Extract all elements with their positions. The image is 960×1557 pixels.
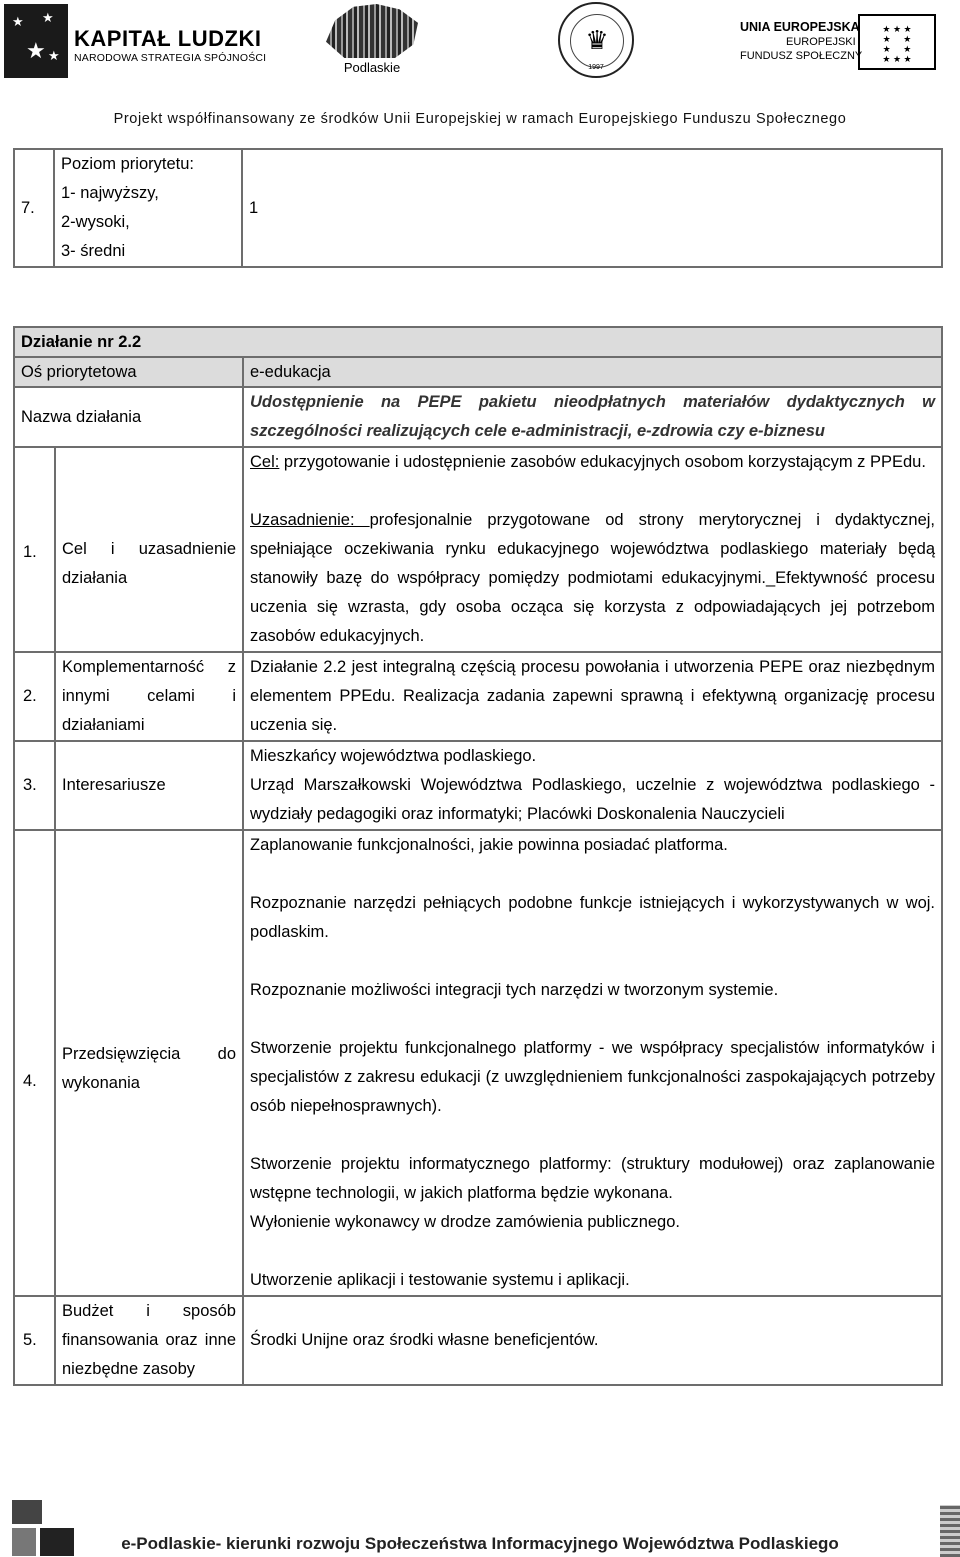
table-row <box>14 447 942 652</box>
row-label-4: Przedsięwzięcia do wykonania <box>55 830 243 1296</box>
list-item: Rozpoznanie możliwości integracji tych narzędzi w tworzonym systemie. <box>250 981 779 999</box>
podlaskie-label: Podlaskie <box>343 60 401 75</box>
podlaskie-logo <box>318 4 426 76</box>
row-label-5: Budżet i sposób finansowania oraz inne niezbędne zasoby <box>55 1296 243 1385</box>
kapital-ludzki-logo <box>4 4 267 78</box>
row-number-3: 3. <box>14 741 55 830</box>
row-number-2: 2. <box>14 652 55 741</box>
row-number-5: 5. <box>14 1296 55 1385</box>
project-cofinancing-line: Projekt współfinansowany ze środków Unii Europejskiej w ramach Europejskiego Funduszu Społecznego <box>113 111 847 127</box>
footer-title: e-Podlaskie- kierunki rozwoju Społeczeństwa Informacyjnego Województwa Podlaskiego <box>121 1534 839 1553</box>
kapital-ludzki-subtitle: NARODOWA STRATEGIA SPÓJNOŚCI <box>74 52 267 64</box>
eu-line-1: UNIA EUROPEJSKA <box>740 20 860 34</box>
row-number-1: 1. <box>14 447 55 652</box>
eagle-icon: ♛ <box>585 25 609 55</box>
row-content-3: Mieszkańcy województwa podlaskiego. Urząd Marszałkowski Województwa Podlaskiego, uczelnie z województwa podlaskiego - wydziały pedagogiki oraz informatyki; Placówki Doskonalenia Nauczycieli <box>243 741 942 830</box>
table-row <box>14 149 942 267</box>
list-item: Rozpoznanie narzędzi pełniących podobne funkcje istniejących i wykorzystywanych w woj. podlaskim. <box>250 894 935 941</box>
action-table <box>13 326 943 1386</box>
seal-year: 1997 <box>588 64 604 71</box>
list-item: Utworzenie aplikacji i testowanie systemu i aplikacji. <box>250 1271 630 1289</box>
table-row <box>14 741 942 830</box>
priority-value: 1 <box>242 149 942 267</box>
row-content-1 <box>243 447 942 652</box>
list-item: Stworzenie projektu informatycznego platformy: (struktury modułowej) oraz zaplanowanie wstępne technologii, w jakich platforma będzie wykonana. <box>250 1155 935 1202</box>
axis-value: e-edukacja <box>243 357 942 387</box>
list-item: Wyłonienie wykonawcy w drodze zamówienia publicznego. <box>250 1213 680 1231</box>
row-label-1: Cel i uzasadnienie działania <box>55 447 243 652</box>
priority-table <box>13 148 943 268</box>
row-number-4: 4. <box>14 830 55 1296</box>
footer-decoration-icon <box>12 1500 42 1524</box>
table-row <box>14 327 942 357</box>
eu-logo <box>740 8 940 72</box>
university-seal-logo <box>558 2 634 78</box>
bison-icon <box>326 4 418 58</box>
table-row <box>14 1296 942 1385</box>
row-label-2: Komplementarność z innymi celami i działaniami <box>55 652 243 741</box>
row-content-5: Środki Unijne oraz środki własne beneficjentów. <box>243 1296 942 1385</box>
table-row <box>14 387 942 447</box>
action-name-value: Udostępnienie na PEPE pakietu nieodpłatnych materiałów dydaktycznych w szczególności realizujących cele e-administracji, e-zdrowia czy e-biznesu <box>243 387 942 447</box>
table-row <box>14 357 942 387</box>
table-row <box>14 830 942 1296</box>
row-content-4 <box>243 830 942 1296</box>
goal-text: Cel: przygotowanie i udostępnienie zasobów edukacyjnych osobom korzystającym z PPEdu. <box>250 453 926 471</box>
list-item: Stworzenie projektu funkcjonalnego platformy - we współpracy specjalistów informatyków i specjalistów z zakresu edukacji (z uwzględnieniem funkcjonalności zaspokajających potrzeby osób niepełnosprawnych). <box>250 1039 935 1115</box>
row-content-2: Działanie 2.2 jest integralną częścią procesu powołania i utworzenia PEPE oraz niezbędnym elementem PPEdu. Realizacja zadania zapewni sprawną i efektywną organizację procesu uczenia się. <box>243 652 942 741</box>
action-name-label: Nazwa działania <box>14 387 243 447</box>
axis-label: Oś priorytetowa <box>14 357 243 387</box>
page-header <box>0 0 960 135</box>
kapital-ludzki-mark-icon: ★ ★ ★ ★ <box>4 4 68 78</box>
eu-line-2: EUROPEJSKI <box>786 36 856 48</box>
list-item: Zaplanowanie funkcjonalności, jakie powinna posiadać platforma. <box>250 836 728 854</box>
priority-number: 7. <box>14 149 54 267</box>
eu-line-3: FUNDUSZ SPOŁECZNY <box>740 50 863 62</box>
priority-label: Poziom priorytetu: 1- najwyższy, 2-wysoki, 3- średni <box>54 149 242 267</box>
eu-flag-icon: ★ ★ ★ ★ ★ ★ ★ ★ ★ ★ <box>858 14 936 70</box>
justification-text: Uzasadnienie: profesjonalnie przygotowane od strony merytorycznej i dydaktycznej, spełniające oczekiwania rynku edukacyjnego województwa podlaskiego materiały będą stanowiły bazę do współpracy pomiędzy podmiotami edukacyjnymi._Efektywność procesu uczenia się wzrasta, gdy osoba ocząca się korzysta z odpowiadających jej potrzebom zasobów edukacyjnych. <box>250 511 935 645</box>
kapital-ludzki-title: KAPITAŁ LUDZKI <box>74 26 262 51</box>
action-title: Działanie nr 2.2 <box>14 327 942 357</box>
footer-corner-decoration <box>940 1505 960 1557</box>
row-label-3: Interesariusze <box>55 741 243 830</box>
table-row <box>14 652 942 741</box>
